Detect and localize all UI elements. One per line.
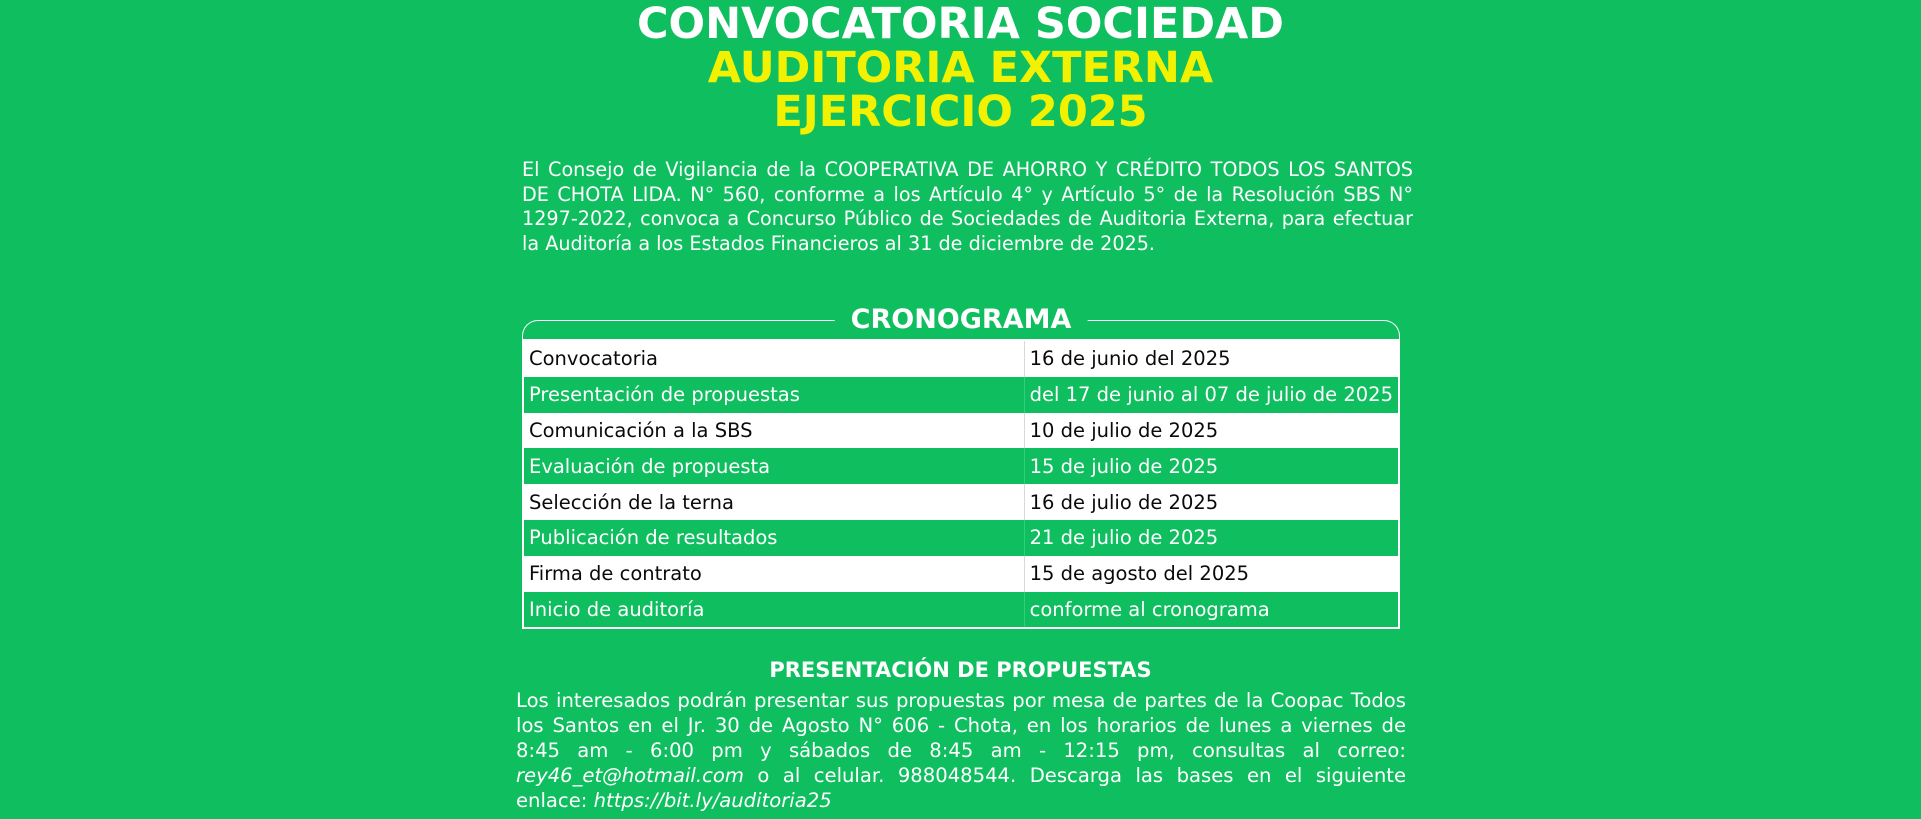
table-row [523, 448, 1399, 484]
cronograma-header [522, 300, 1400, 340]
title-line-1: CONVOCATORIA SOCIEDAD [636, 0, 1285, 49]
intro-paragraph: El Consejo de Vigilancia de la COOPERATIVA DE AHORRO Y CRÉDITO TODOS LOS SANTOS DE CHOTA LIDA. N° 560, conforme a los Artículo 4° y Artículo 5° de la Resolución SBS N° 1297-2022, convoca a Concurso Público de Sociedades de Auditoria Externa, para efectuar la Auditoría a los Estados Financieros al 31 de diciembre de 2025. [522, 158, 1413, 255]
table-row [523, 556, 1399, 592]
event-cell: Firma de contrato [523, 556, 1024, 592]
event-cell: Selección de la terna [523, 484, 1024, 520]
date-cell: del 17 de junio al 07 de julio de 2025 [1024, 377, 1399, 413]
propuestas-title: PRESENTACIÓN DE PROPUESTAS [769, 658, 1152, 682]
title-block [0, 0, 1921, 137]
date-cell: 15 de julio de 2025 [1024, 448, 1399, 484]
propuestas-paragraph [516, 688, 1406, 813]
date-cell: conforme al cronograma [1024, 592, 1399, 629]
cronograma-table [522, 339, 1400, 629]
table-row [523, 592, 1399, 629]
cronograma-title: CRONOGRAMA [835, 300, 1088, 340]
date-cell: 21 de julio de 2025 [1024, 520, 1399, 556]
event-cell: Inicio de auditoría [523, 592, 1024, 629]
table-row [523, 377, 1399, 413]
date-cell: 15 de agosto del 2025 [1024, 556, 1399, 592]
email-link[interactable]: rey46_et@hotmail.com [516, 764, 744, 787]
title-line-2: AUDITORIA EXTERNA [707, 43, 1214, 93]
propuestas-text-2: o al celular. 988048544. Descarga las bases en el siguiente enlace: [516, 764, 1406, 812]
bases-link[interactable]: https://bit.ly/auditoria25 [593, 789, 832, 812]
propuestas-text-1: Los interesados podrán presentar sus propuestas por mesa de partes de la Coopac Todos los Santos en el Jr. 30 de Agosto N° 606 - Chota, en los horarios de lunes a viernes de 8:45 am - 6:00 pm y sábados de 8:45 am - 12:15 pm, consultas al correo: [516, 689, 1406, 762]
event-cell: Convocatoria [523, 340, 1024, 377]
event-cell: Comunicación a la SBS [523, 413, 1024, 449]
event-cell: Presentación de propuestas [523, 377, 1024, 413]
table-row [523, 340, 1399, 377]
event-cell: Evaluación de propuesta [523, 448, 1024, 484]
event-cell: Publicación de resultados [523, 520, 1024, 556]
table-row [523, 413, 1399, 449]
date-cell: 16 de julio de 2025 [1024, 484, 1399, 520]
table-row [523, 520, 1399, 556]
table-row [523, 484, 1399, 520]
date-cell: 10 de julio de 2025 [1024, 413, 1399, 449]
title-line-3: EJERCICIO 2025 [773, 87, 1148, 137]
date-cell: 16 de junio del 2025 [1024, 340, 1399, 377]
